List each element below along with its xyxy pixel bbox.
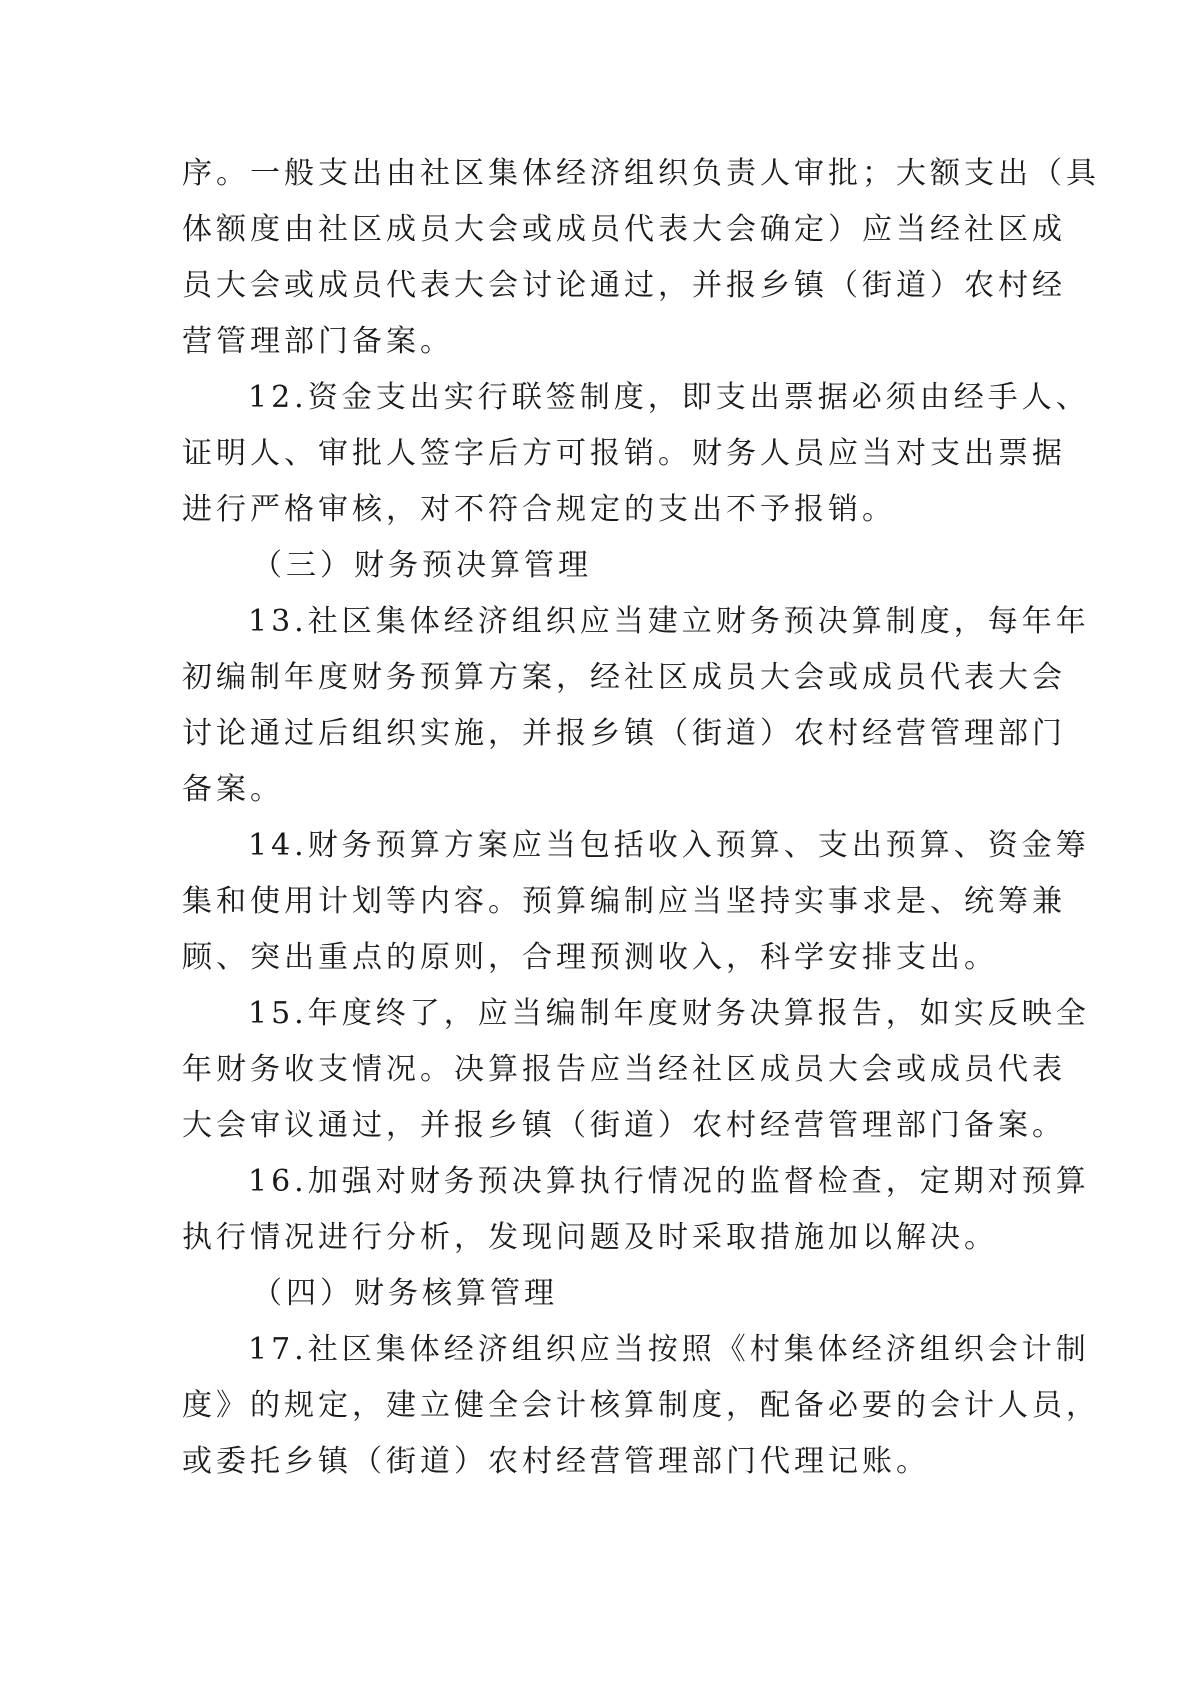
text-line: 体额度由社区成员大会或成员代表大会确定）应当经社区成 [182, 212, 1066, 247]
text-line: 集和使用计划等内容。预算编制应当坚持实事求是、统筹兼 [182, 884, 1066, 919]
text-line: 进行严格审核，对不符合规定的支出不予报销。 [182, 492, 896, 527]
text-line: 顾、突出重点的原则，合理预测收入，科学安排支出。 [182, 940, 998, 975]
text-line: 或委托乡镇（街道）农村经营管理部门代理记账。 [182, 1444, 930, 1479]
paragraph-item-14 [182, 818, 1090, 986]
paragraph [182, 146, 1100, 370]
section-heading-budget: （三）财务预决算管理 [252, 548, 592, 583]
text-line: 序。一般支出由社区集体经济组织负责人审批；大额支出（具 [182, 156, 1100, 191]
paragraph-item-13 [182, 594, 1090, 818]
text-line: 12.资金支出实行联签制度，即支出票据必须由经手人、 [248, 380, 1090, 415]
section-heading-accounting: （四）财务核算管理 [252, 1276, 558, 1311]
text-line: 初编制年度财务预算方案，经社区成员大会或成员代表大会 [182, 660, 1066, 695]
text-line: 度》的规定，建立健全会计核算制度，配备必要的会计人员， [182, 1388, 1100, 1423]
text-line: 17.社区集体经济组织应当按照《村集体经济组织会计制 [248, 1332, 1090, 1367]
text-line: 14.财务预算方案应当包括收入预算、支出预算、资金筹 [248, 828, 1090, 863]
text-line: 16.加强对财务预决算执行情况的监督检查，定期对预算 [248, 1164, 1090, 1199]
text-line: 备案。 [182, 772, 284, 807]
text-line: 13.社区集体经济组织应当建立财务预决算制度，每年年 [248, 604, 1090, 639]
text-line: 大会审议通过，并报乡镇（街道）农村经营管理部门备案。 [182, 1108, 1066, 1143]
paragraph-item-12 [182, 370, 1090, 538]
text-line: 年财务收支情况。决算报告应当经社区成员大会或成员代表 [182, 1052, 1066, 1087]
paragraph-item-15 [182, 986, 1090, 1154]
text-line: 营管理部门备案。 [182, 324, 454, 359]
text-line: 讨论通过后组织实施，并报乡镇（街道）农村经营管理部门 [182, 716, 1066, 751]
text-line: 执行情况进行分析，发现问题及时采取措施加以解决。 [182, 1220, 998, 1255]
text-line: 证明人、审批人签字后方可报销。财务人员应当对支出票据 [182, 436, 1066, 471]
document-body [182, 146, 1100, 1490]
paragraph-item-16 [182, 1154, 1090, 1266]
text-line: 15.年度终了，应当编制年度财务决算报告，如实反映全 [248, 996, 1090, 1031]
paragraph-item-17 [182, 1322, 1100, 1490]
text-line: 员大会或成员代表大会讨论通过，并报乡镇（街道）农村经 [182, 268, 1066, 303]
